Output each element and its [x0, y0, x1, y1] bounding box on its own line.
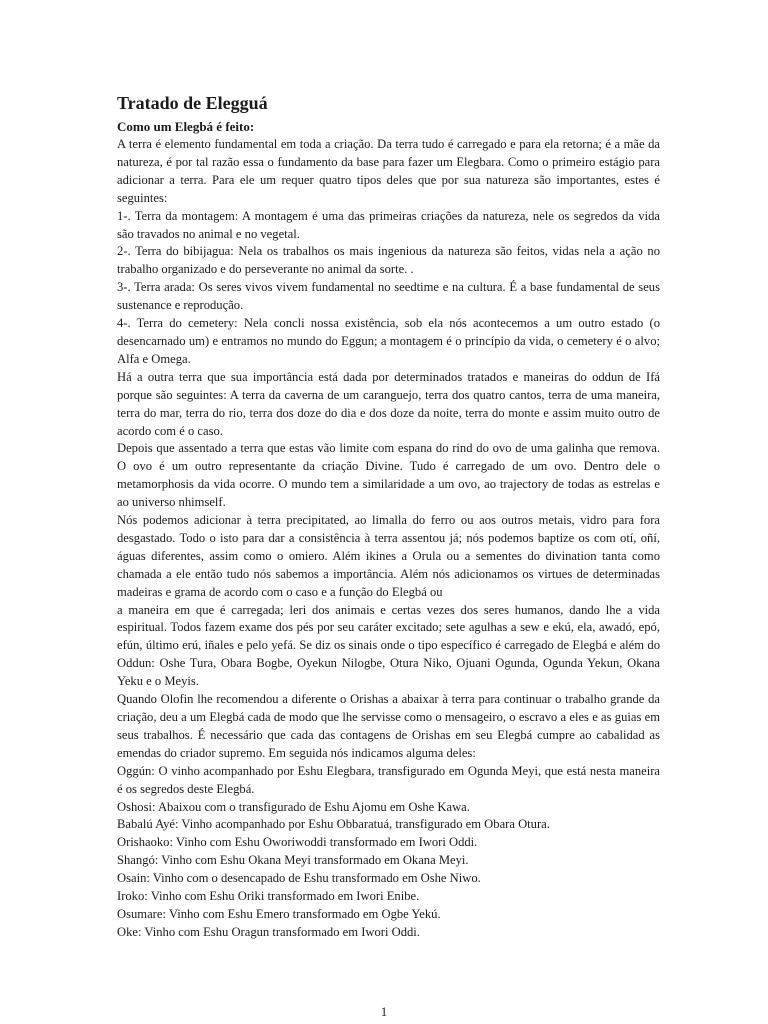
- paragraph: Nós podemos adicionar à terra precipitated, ao limalla do ferro ou aos outros metais, vidro para fora desgastado. Todo o isto para dar a consistência à terra assentou já; nós podemos baptize os com otí, oñí, águas diferentes, assim como o omiero. Além ikines a Orula ou a sementes do divination tanta como chamada a ele então tudo nós sabemos a importância. Além nós adicionamos os virtues de determinadas madeiras e grama de acordo com o caso e a função do Elegbá ou: [117, 513, 660, 599]
- list-item: Orishaoko: Vinho com Eshu Oworiwoddi transformado em Iwori Oddi.: [117, 835, 478, 850]
- list-item: Iroko: Vinho com Eshu Oriki transformado em Iwori Enibe.: [117, 889, 420, 904]
- list-item: Oke: Vinho com Eshu Oragun transformado em Iwori Oddi.: [117, 924, 420, 939]
- paragraph: a maneira em que é carregada; leri dos animais e certas vezes dos seres humanos, dando lhe a vida espiritual. Todos fazem exame dos pés por seu caráter excitado; sete agulhas a sew e ekú, ela, awadó, epó, efún, último erú, iñales e pelo yefá. Se diz os sinais onde o tipo específico é carregado de Elegbá e além do Oddun: Oshe Tura, Obara Bogbe, Oyekun Nilogbe, Otura Niko, Ojuani Ogunda, Ogunda Yekun, Okana Yeku e o Meyis.: [117, 602, 660, 689]
- list-item: Shangó: Vinho com Eshu Okana Meyi transformado em Okana Meyi.: [117, 853, 469, 868]
- list-item: Osain: Vinho com o desencapado de Eshu transformado em Oshe Niwo.: [117, 871, 481, 886]
- page-number: 1: [380, 1004, 388, 1019]
- paragraph: 2-. Terra do bibijagua: Nela os trabalhos os mais ingenious da natureza são feitos, vidas nela a ação no trabalho organizado e do perseverante no animal da sorte. .: [117, 244, 660, 277]
- paragraph: 4-. Terra do cemetery: Nela concli nossa existência, sob ela nós acontecemos a um outro estado (o desencarnado um) e entramos no mundo do Eggun; a montagem é o princípio da vida, o cemetery é o alvo; Alfa e Omega.: [117, 316, 660, 366]
- paragraph: Quando Olofin lhe recomendou a diferente o Orishas a abaixar à terra para continuar o trabalho grande da criação, deu a um Elegbá cada de modo que lhe servisse como o mensageiro, o escravo a eles e as guias em seus trabalhos. É necessário que cada das contagens de Orishas em seu Elegbá cumpre ao cabalidad as emendas do criador supremo. Em seguida nós indicamos alguma deles:: [117, 692, 660, 760]
- paragraph: Há a outra terra que sua importância está dada por determinados tratados e maneiras do oddun de Ifá porque são seguintes: A terra da caverna de um caranguejo, terra dos quatro cantos, terra de uma maneira, terra do mar, terra do rio, terra dos doze do dia e dos doze da noite, terra do monte e assim muito outro de acordo com é o caso.: [117, 369, 660, 438]
- paragraph: A terra é elemento fundamental em toda a criação. Da terra tudo é carregado e para ela retorna; é a mãe da natureza, é por tal razão essa o fundamento da base para fazer um Elegbara. Como o primeiro estágio para adicionar a terra. Para ele um requer quatro tipos deles que por sua natureza são importantes, estes é seguintes:: [117, 137, 660, 205]
- document-page: [117, 92, 660, 942]
- document-title: Tratado de Elegguá: [117, 93, 268, 113]
- paragraph: Oggún: O vinho acompanhado por Eshu Elegbara, transfigurado em Ogunda Meyi, que está nesta maneira é os segredos deste Elegbá.: [117, 763, 660, 796]
- list-item: Babalú Ayé: Vinho acompanhado por Eshu Obbaratuá, transfigurado em Obara Otura.: [117, 817, 550, 832]
- list-item: Oshosi: Abaixou com o transfigurado de Eshu Ajomu em Oshe Kawa.: [117, 799, 470, 814]
- paragraph: 1-. Terra da montagem: A montagem é uma das primeiras criações da natureza, nele os segredos da vida são travados no animal e no vegetal.: [117, 208, 660, 241]
- paragraph: Depois que assentado a terra que estas vão limite com espana do rind do ovo de uma galinha que remova. O ovo é um outro representante da criação Divine. Tudo é carregado de um ovo. Dentro dele o metamorphosis da vida ocorre. O mundo tem a similaridade a um ovo, ao trajectory de todas as estrelas e ao universo nhimself.: [117, 441, 660, 510]
- document-subtitle: Como um Elegbá é feito:: [117, 119, 255, 134]
- list-item: Osumare: Vinho com Eshu Emero transformado em Ogbe Yekú.: [117, 906, 441, 921]
- paragraph: 3-. Terra arada: Os seres vivos vivem fundamental no seedtime e na cultura. É a base fundamental de seus sustenance e reprodução.: [117, 280, 660, 313]
